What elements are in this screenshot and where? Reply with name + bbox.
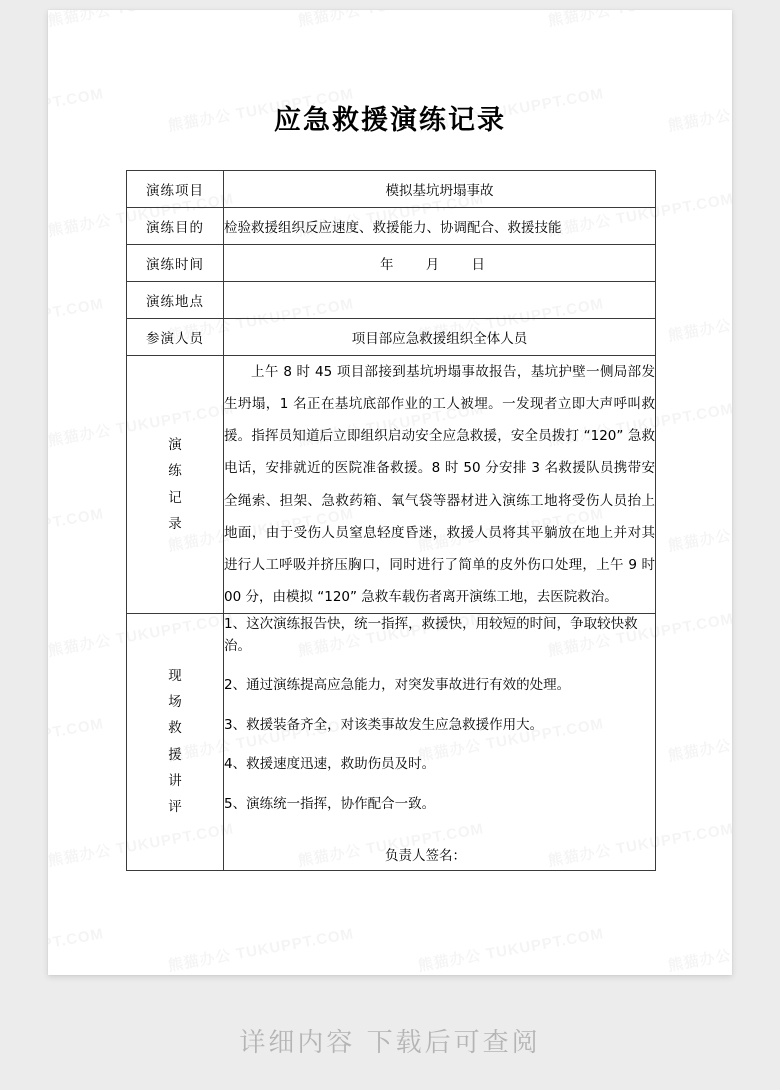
vertical-label-char: 现 [168, 667, 182, 684]
row-label-review [127, 614, 224, 871]
row-value-time: 年 月 日 [224, 245, 656, 282]
watermark-text [416, 922, 605, 975]
record-body-text: 上午 8 时 45 项目部接到基坑坍塌事故报告，基坑护壁一侧局部发生坍塌，1 名正在基坑底部作业的工人被埋。一发现者立即大声呼叫救援。指挥员知道后立即组织启动安全应急救援，安全员拨打 “120” 急救电话，安排就近的医院准备救援。8 时 50 分安排 3 名救援队员携带安全绳索、担架、急救药箱、氧气袋等器材进入演练工地将受伤人员抬上地面，由于受伤人员窒息轻度昏迷，救援人员将其平躺放在地上并对其进行人工呼吸并挤压胸口，同时进行了简单的皮外伤口处理，上午 9 时 00 分，由模拟 “120” 急救车载伤者离开演练工地，去医院救治。 [224, 364, 655, 605]
table-row [127, 171, 656, 208]
footer-caption: 详细内容 下载后可查阅 [239, 1028, 541, 1058]
table-row-record [127, 356, 656, 614]
vertical-label-char: 录 [168, 515, 182, 532]
watermark-text [166, 922, 355, 975]
vertical-label-char: 救 [168, 720, 182, 737]
watermark-text [666, 292, 732, 345]
row-label-location: 演练地点 [127, 282, 224, 319]
watermark-text [48, 292, 105, 345]
row-value-participants: 项目部应急救援组织全体人员 [224, 319, 656, 356]
vertical-label-char: 练 [168, 463, 182, 480]
list-item: 1、这次演练报告快，统一指挥，救援快，用较短的时间，争取较快救治。 [224, 616, 638, 654]
vertical-label-char: 演 [168, 436, 182, 453]
list-item: 4、救援速度迅速，救助伤员及时。 [224, 756, 436, 773]
table-row [127, 319, 656, 356]
record-table-wrapper [126, 170, 656, 871]
record-table [126, 170, 656, 871]
table-row [127, 282, 656, 319]
page-title: 应急救援演练记录 [274, 105, 506, 136]
watermark-text [48, 922, 105, 975]
watermark-text [666, 922, 732, 975]
list-item: 3、救援装备齐全，对该类事故发生应急救援作用大。 [224, 716, 544, 733]
table-row [127, 245, 656, 282]
review-body-cell [224, 614, 656, 871]
watermark-text [546, 10, 732, 31]
watermark-text [666, 502, 732, 555]
row-value-purpose: 检验救援组织反应速度、救援能力、协调配合、救援技能 [224, 208, 656, 245]
list-item: 5、演练统一指挥，协作配合一致。 [224, 795, 436, 812]
row-label-project: 演练项目 [127, 171, 224, 208]
watermark-text [666, 712, 732, 765]
list-item: 2、通过演练提高应急能力，对突发事故进行有效的处理。 [224, 677, 571, 694]
row-value-project: 模拟基坑坍塌事故 [224, 171, 656, 208]
watermark-text [48, 712, 105, 765]
signature-line: 负责人签名： [385, 847, 466, 864]
row-label-record [127, 356, 224, 614]
row-label-purpose: 演练目的 [127, 208, 224, 245]
table-row-review [127, 614, 656, 871]
row-label-participants: 参演人员 [127, 319, 224, 356]
row-value-location [224, 282, 656, 319]
watermark-text [296, 10, 485, 31]
row-label-time: 演练时间 [127, 245, 224, 282]
vertical-label-char: 评 [168, 799, 182, 816]
watermark-text [48, 10, 235, 31]
vertical-label-char: 援 [168, 746, 182, 763]
document-page [48, 10, 732, 975]
watermark-text [48, 502, 105, 555]
vertical-label-char: 讲 [168, 773, 182, 790]
record-body-cell [224, 356, 656, 614]
table-row [127, 208, 656, 245]
vertical-label-char: 场 [168, 694, 182, 711]
vertical-label-char: 记 [168, 489, 182, 506]
